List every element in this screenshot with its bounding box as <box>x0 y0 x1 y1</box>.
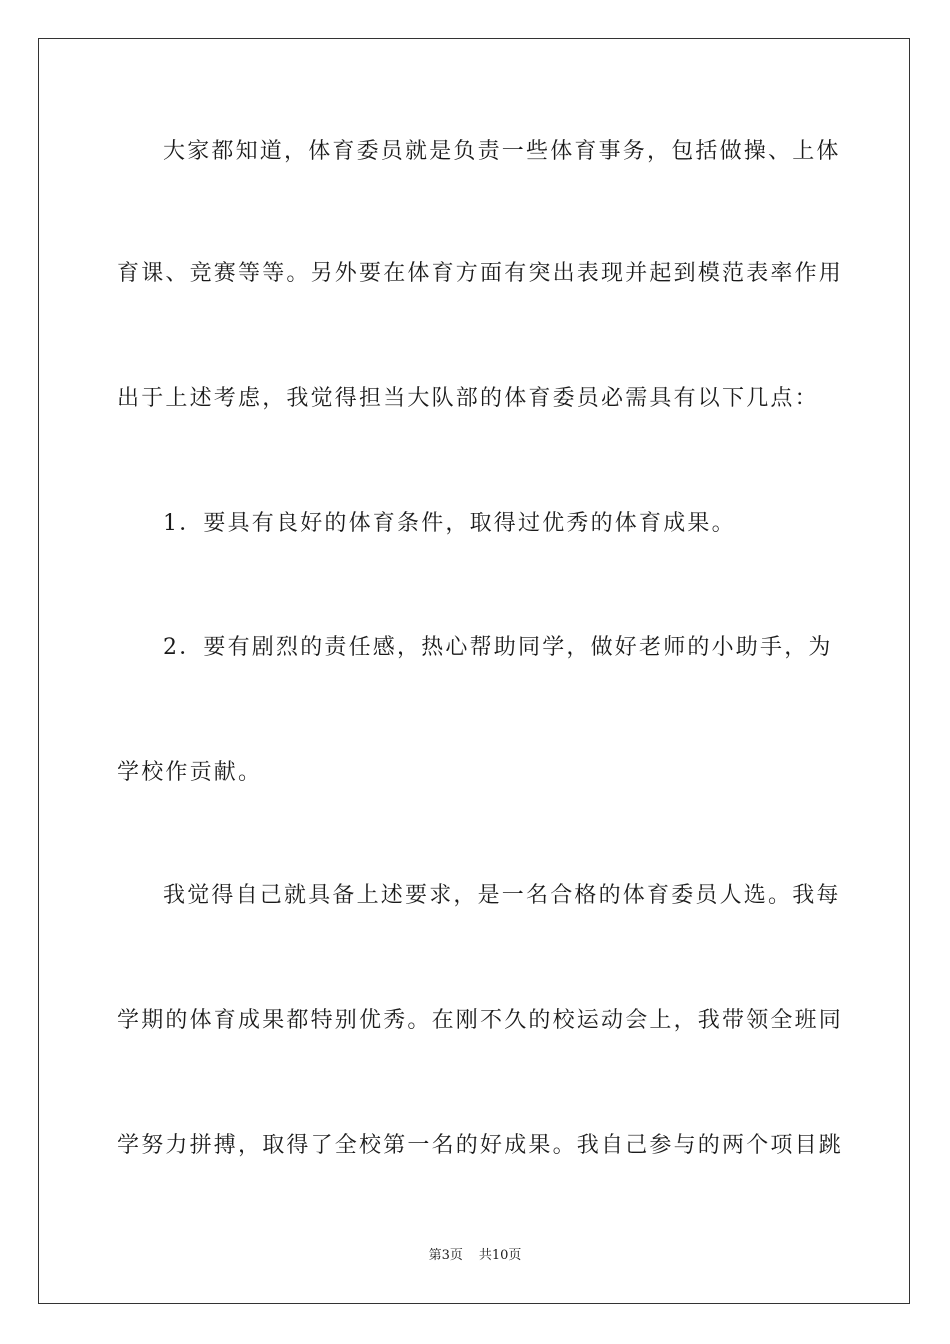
list-item-1: 1．要具有良好的体育条件，取得过优秀的体育成果。 <box>163 511 736 536</box>
page-border <box>38 38 910 1304</box>
paragraph-line: 学校作贡献。 <box>117 760 263 785</box>
paragraph-line: 学努力拼搏，取得了全校第一名的好成果。我自己参与的两个项目跳 <box>117 1133 844 1158</box>
paragraph-line: 出于上述考虑，我觉得担当大队部的体育委员必需具有以下几点： <box>117 386 819 411</box>
page-footer <box>0 1247 950 1265</box>
paragraph-line: 育课、竞赛等等。另外要在体育方面有突出表现并起到模范表率作用 <box>117 261 844 286</box>
paragraph-line: 我觉得自己就具备上述要求，是一名合格的体育委员人选。我每 <box>163 883 841 908</box>
page-number: 第3页 <box>428 1248 463 1263</box>
paragraph-line: 学期的体育成果都特别优秀。在刚不久的校运动会上，我带领全班同 <box>117 1008 844 1033</box>
paragraph-line: 大家都知道，体育委员就是负责一些体育事务，包括做操、上体 <box>163 139 841 164</box>
page-total: 共10页 <box>478 1248 522 1263</box>
list-item-2: 2．要有剧烈的责任感，热心帮助同学，做好老师的小助手，为 <box>163 635 833 660</box>
